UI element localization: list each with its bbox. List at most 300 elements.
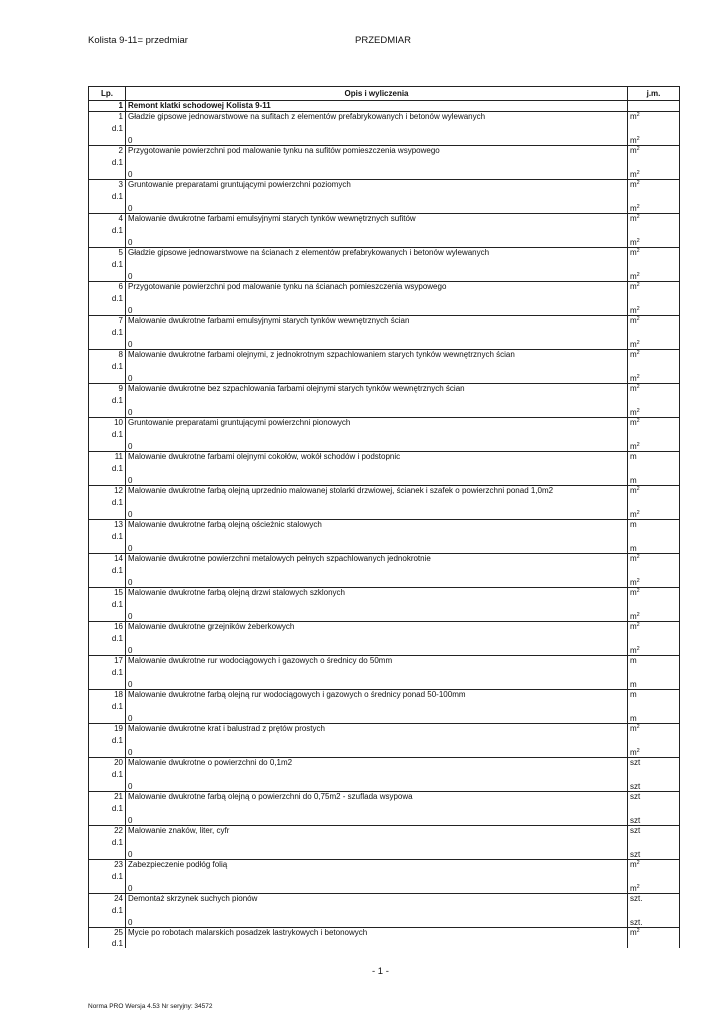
position-spacer [126, 632, 628, 644]
position-number: 5 [89, 248, 126, 259]
unit-exponent: 2 [636, 622, 640, 628]
unit-cell [628, 384, 680, 395]
position-code-row [89, 326, 680, 338]
position-quantity-row [89, 610, 680, 622]
position-unit-spacer [628, 768, 680, 780]
position-code: d.1 [89, 122, 126, 134]
position-quantity-row [89, 848, 680, 860]
position-code-row [89, 224, 680, 236]
position-description: Mycie po robotach malarskich posadzek lastrykowych i betonowych [126, 928, 628, 939]
unit-cell [628, 644, 680, 656]
position-lp-spacer [89, 746, 126, 758]
position-quantity: 0 [126, 746, 628, 758]
position-lp-spacer [89, 814, 126, 826]
section-title: Remont klatki schodowej Kolista 9-11 [126, 101, 628, 112]
position-description: Malowanie dwukrotne bez szpachlowania farbami olejnymi starych tynków wewnętrznych ścian [126, 384, 628, 395]
unit-exponent: 2 [636, 748, 640, 754]
unit-cell [628, 916, 680, 928]
position-description: Przygotowanie powierzchni pod malowanie tynku na ścianach pomieszczenia wsypowego [126, 282, 628, 293]
position-spacer [126, 734, 628, 746]
unit-exponent: 2 [636, 578, 640, 584]
position-code: d.1 [89, 904, 126, 916]
unit-cell [628, 486, 680, 497]
column-header-lp: Lp. [89, 87, 126, 101]
unit-cell [628, 112, 680, 123]
unit-text: m [630, 860, 637, 869]
position-unit-spacer [628, 734, 680, 746]
position-unit-spacer [628, 904, 680, 916]
position-number: 19 [89, 724, 126, 735]
position-spacer [126, 190, 628, 202]
position-number: 23 [89, 860, 126, 871]
unit-cell [628, 338, 680, 350]
unit-cell [628, 440, 680, 452]
position-description: Malowanie znaków, liter, cyfr [126, 826, 628, 837]
unit-cell [628, 542, 680, 554]
position-lp-spacer [89, 406, 126, 418]
position-quantity: 0 [126, 168, 628, 180]
unit-exponent: 2 [636, 340, 640, 346]
position-row [89, 724, 680, 735]
position-code-row [89, 802, 680, 814]
unit-cell [628, 588, 680, 599]
position-code-row [89, 156, 680, 168]
position-row [89, 894, 680, 905]
position-quantity: 0 [126, 780, 628, 792]
unit-cell [628, 372, 680, 384]
position-number: 14 [89, 554, 126, 565]
position-code-row [89, 734, 680, 746]
unit-cell [628, 656, 680, 667]
unit-cell [628, 214, 680, 225]
unit-cell [628, 882, 680, 894]
unit-exponent: 2 [636, 170, 640, 176]
position-unit-spacer [628, 632, 680, 644]
position-quantity: 0 [126, 406, 628, 418]
position-row [89, 146, 680, 157]
position-spacer [126, 156, 628, 168]
position-number: 8 [89, 350, 126, 361]
position-spacer [126, 122, 628, 134]
unit-cell [628, 406, 680, 418]
unit-text: m [630, 350, 637, 359]
position-quantity: 0 [126, 848, 628, 860]
position-row [89, 214, 680, 225]
position-unit-spacer [628, 496, 680, 508]
position-code: d.1 [89, 836, 126, 848]
unit-cell [628, 418, 680, 429]
position-row [89, 418, 680, 429]
unit-cell [628, 554, 680, 565]
footer-software-info: Norma PRO Wersja 4.53 Nr seryjny: 34572 [88, 1003, 213, 1010]
position-row [89, 792, 680, 803]
unit-text: m [630, 588, 637, 597]
position-lp-spacer [89, 338, 126, 350]
position-number: 15 [89, 588, 126, 599]
position-spacer [126, 836, 628, 848]
position-code-row [89, 122, 680, 134]
position-code: d.1 [89, 156, 126, 168]
position-number: 18 [89, 690, 126, 701]
unit-cell [628, 202, 680, 214]
position-code: d.1 [89, 462, 126, 474]
position-lp-spacer [89, 440, 126, 452]
position-quantity: 0 [126, 814, 628, 826]
unit-exponent: 2 [636, 646, 640, 652]
unit-cell [628, 826, 680, 837]
position-spacer [126, 870, 628, 882]
position-number: 17 [89, 656, 126, 667]
unit-exponent: 2 [636, 374, 640, 380]
unit-exponent: 2 [636, 724, 640, 730]
position-row [89, 554, 680, 565]
unit-cell [628, 610, 680, 622]
position-description: Malowanie dwukrotne farbą olejną drzwi stalowych szklonych [126, 588, 628, 599]
position-quantity-row [89, 712, 680, 724]
position-unit-spacer [628, 428, 680, 440]
unit-text: m [630, 282, 637, 291]
position-unit-spacer [628, 292, 680, 304]
table-header-row [89, 87, 680, 101]
position-number: 21 [89, 792, 126, 803]
unit-cell [628, 270, 680, 282]
unit-text: m [630, 204, 637, 213]
position-unit-spacer [628, 836, 680, 848]
unit-text: m [630, 442, 637, 451]
unit-text: m [630, 248, 637, 257]
position-code: d.1 [89, 530, 126, 542]
unit-text: szt [630, 792, 641, 801]
position-lp-spacer [89, 712, 126, 724]
position-spacer [126, 360, 628, 372]
unit-cell [628, 180, 680, 191]
position-quantity-row [89, 746, 680, 758]
position-code-row [89, 564, 680, 576]
unit-text: m [630, 680, 637, 689]
position-description: Malowanie dwukrotne farbami emulsyjnymi starych tynków wewnętrznych ścian [126, 316, 628, 327]
unit-exponent: 2 [636, 510, 640, 516]
position-quantity: 0 [126, 134, 628, 146]
position-lp-spacer [89, 474, 126, 486]
unit-text: m [630, 136, 637, 145]
position-code-row [89, 530, 680, 542]
unit-exponent: 2 [636, 112, 640, 118]
position-row [89, 350, 680, 361]
unit-text: m [630, 520, 637, 529]
position-quantity-row [89, 542, 680, 554]
position-number: 4 [89, 214, 126, 225]
position-row [89, 758, 680, 769]
position-quantity: 0 [126, 678, 628, 690]
position-lp-spacer [89, 576, 126, 588]
unit-cell [628, 758, 680, 769]
position-number: 25 [89, 928, 126, 939]
unit-exponent: 2 [636, 146, 640, 152]
unit-cell [628, 350, 680, 361]
position-description: Gładzie gipsowe jednowarstwowe na sufitach z elementów prefabrykowanych i betonów wylewanych [126, 112, 628, 123]
position-quantity-row [89, 406, 680, 418]
position-quantity-row [89, 508, 680, 520]
unit-cell [628, 848, 680, 860]
position-row [89, 588, 680, 599]
position-quantity-row [89, 338, 680, 350]
position-lp-spacer [89, 610, 126, 622]
position-code-row [89, 394, 680, 406]
position-lp-spacer [89, 168, 126, 180]
position-code-row [89, 360, 680, 372]
position-code: d.1 [89, 224, 126, 236]
header-file-name: Kolista 9-11= przedmiar [88, 35, 188, 46]
position-number: 10 [89, 418, 126, 429]
position-unit-spacer [628, 360, 680, 372]
position-lp-spacer [89, 304, 126, 316]
position-code: d.1 [89, 360, 126, 372]
position-code: d.1 [89, 428, 126, 440]
position-row [89, 282, 680, 293]
position-spacer [126, 394, 628, 406]
position-code: d.1 [89, 258, 126, 270]
position-row [89, 928, 680, 939]
section-row [89, 101, 680, 112]
position-spacer [126, 258, 628, 270]
unit-cell [628, 452, 680, 463]
position-spacer [126, 496, 628, 508]
position-spacer [126, 802, 628, 814]
position-quantity: 0 [126, 644, 628, 656]
unit-text: m [630, 112, 637, 121]
unit-cell [628, 304, 680, 316]
unit-text: m [630, 408, 637, 417]
position-quantity-row [89, 168, 680, 180]
unit-text: m [630, 306, 637, 315]
unit-text: m [630, 612, 637, 621]
column-header-jm: j.m. [628, 87, 680, 101]
unit-text: szt [630, 816, 641, 825]
position-code: d.1 [89, 326, 126, 338]
position-quantity-row [89, 678, 680, 690]
position-number: 13 [89, 520, 126, 531]
position-lp-spacer [89, 270, 126, 282]
position-quantity: 0 [126, 508, 628, 520]
unit-text: szt [630, 782, 641, 791]
position-row [89, 452, 680, 463]
position-unit-spacer [628, 224, 680, 236]
position-code: d.1 [89, 666, 126, 678]
unit-text: m [630, 884, 637, 893]
unit-cell [628, 520, 680, 531]
unit-exponent: 2 [636, 204, 640, 210]
position-quantity: 0 [126, 542, 628, 554]
position-description: Gruntowanie preparatami gruntującymi powierzchni poziomych [126, 180, 628, 191]
position-code-row [89, 258, 680, 270]
unit-cell [628, 236, 680, 248]
position-code: d.1 [89, 394, 126, 406]
unit-text: m [630, 690, 637, 699]
unit-text: szt [630, 826, 641, 835]
position-quantity-row [89, 780, 680, 792]
unit-text: m [630, 578, 637, 587]
unit-exponent: 2 [636, 408, 640, 414]
position-unit-spacer [628, 326, 680, 338]
position-row [89, 520, 680, 531]
unit-cell [628, 508, 680, 520]
position-quantity-row [89, 814, 680, 826]
position-code: d.1 [89, 564, 126, 576]
position-description: Malowanie dwukrotne farbą olejną ościeżnic stalowych [126, 520, 628, 531]
unit-exponent: 2 [636, 180, 640, 186]
unit-exponent: 2 [636, 248, 640, 254]
unit-text: szt. [630, 894, 643, 903]
position-code-row [89, 870, 680, 882]
position-row [89, 826, 680, 837]
unit-cell [628, 622, 680, 633]
position-quantity: 0 [126, 270, 628, 282]
position-row [89, 622, 680, 633]
unit-text: m [630, 170, 637, 179]
unit-text: m [630, 146, 637, 155]
position-row [89, 384, 680, 395]
position-description: Gruntowanie preparatami gruntującymi powierzchni pionowych [126, 418, 628, 429]
position-lp-spacer [89, 780, 126, 792]
position-spacer [126, 666, 628, 678]
unit-cell [628, 894, 680, 905]
position-code: d.1 [89, 802, 126, 814]
position-code: d.1 [89, 598, 126, 610]
position-quantity: 0 [126, 304, 628, 316]
position-quantity: 0 [126, 338, 628, 350]
position-spacer [126, 700, 628, 712]
unit-text: m [630, 646, 637, 655]
unit-text: m [630, 622, 637, 631]
position-spacer [126, 326, 628, 338]
position-spacer [126, 530, 628, 542]
position-code-row [89, 768, 680, 780]
unit-exponent: 2 [636, 588, 640, 594]
position-quantity: 0 [126, 916, 628, 928]
position-description: Malowanie dwukrotne o powierzchni do 0,1m2 [126, 758, 628, 769]
unit-exponent: 2 [636, 384, 640, 390]
unit-text: m [630, 384, 637, 393]
position-number: 7 [89, 316, 126, 327]
unit-text: m [630, 180, 637, 189]
position-description: Przygotowanie powierzchni pod malowanie tynku na sufitów pomieszczenia wsypowego [126, 146, 628, 157]
position-unit-spacer [628, 666, 680, 678]
unit-cell [628, 746, 680, 758]
unit-cell [628, 316, 680, 327]
position-number: 11 [89, 452, 126, 463]
unit-cell [628, 168, 680, 180]
unit-text: m [630, 316, 637, 325]
unit-text: m [630, 214, 637, 223]
position-code-row [89, 292, 680, 304]
position-spacer [126, 224, 628, 236]
unit-exponent: 2 [636, 612, 640, 618]
unit-text: m [630, 510, 637, 519]
position-code: d.1 [89, 292, 126, 304]
position-unit-spacer [628, 938, 680, 948]
unit-cell [628, 690, 680, 701]
unit-text: m [630, 272, 637, 281]
unit-exponent: 2 [636, 272, 640, 278]
przedmiar-table [88, 86, 680, 948]
unit-cell [628, 282, 680, 293]
position-lp-spacer [89, 134, 126, 146]
position-quantity-row [89, 202, 680, 214]
position-row [89, 248, 680, 259]
position-code: d.1 [89, 870, 126, 882]
position-row [89, 112, 680, 123]
unit-text: m [630, 714, 637, 723]
position-quantity-row [89, 236, 680, 248]
position-unit-spacer [628, 462, 680, 474]
position-unit-spacer [628, 700, 680, 712]
position-code: d.1 [89, 768, 126, 780]
position-code: d.1 [89, 700, 126, 712]
unit-cell [628, 146, 680, 157]
position-description: Malowanie dwukrotne grzejników żeberkowych [126, 622, 628, 633]
position-description: Malowanie dwukrotne farbami emulsyjnymi starych tynków wewnętrznych sufitów [126, 214, 628, 225]
unit-exponent: 2 [636, 238, 640, 244]
position-unit-spacer [628, 258, 680, 270]
position-code-row [89, 836, 680, 848]
position-description: Zabezpieczenie podłóg folią [126, 860, 628, 871]
unit-exponent: 2 [636, 418, 640, 424]
position-quantity: 0 [126, 372, 628, 384]
position-code: d.1 [89, 496, 126, 508]
position-quantity-row [89, 882, 680, 894]
position-code-row [89, 632, 680, 644]
position-code: d.1 [89, 190, 126, 202]
unit-cell [628, 474, 680, 486]
position-lp-spacer [89, 372, 126, 384]
position-description: Malowanie dwukrotne powierzchni metalowych pełnych szpachlowanych jednokrotnie [126, 554, 628, 565]
position-row [89, 180, 680, 191]
position-quantity: 0 [126, 576, 628, 588]
position-number: 1 [89, 112, 126, 123]
position-code-row [89, 700, 680, 712]
unit-cell [628, 248, 680, 259]
position-code: d.1 [89, 734, 126, 746]
position-spacer [126, 904, 628, 916]
position-unit-spacer [628, 870, 680, 882]
position-quantity-row [89, 304, 680, 316]
unit-exponent: 2 [636, 214, 640, 220]
position-number: 2 [89, 146, 126, 157]
unit-exponent: 2 [636, 928, 640, 934]
position-number: 12 [89, 486, 126, 497]
unit-text: m [630, 928, 637, 937]
position-quantity-row [89, 270, 680, 282]
position-description: Malowanie dwukrotne farbą olejną uprzednio malowanej stolarki drzwiowej, ścianek i szafek o powierzchni ponad 1,0m2 [126, 486, 628, 497]
unit-exponent: 2 [636, 884, 640, 890]
unit-text: szt. [630, 918, 643, 927]
position-number: 6 [89, 282, 126, 293]
position-number: 16 [89, 622, 126, 633]
unit-text: m [630, 724, 637, 733]
unit-cell [628, 678, 680, 690]
position-description: Gładzie gipsowe jednowarstwowe na ścianach z elementów prefabrykowanych i betonów wylewanych [126, 248, 628, 259]
position-code-row [89, 666, 680, 678]
position-quantity: 0 [126, 712, 628, 724]
position-quantity: 0 [126, 202, 628, 214]
position-lp-spacer [89, 236, 126, 248]
column-header-opis: Opis i wyliczenia [126, 87, 628, 101]
unit-text: m [630, 748, 637, 757]
header-document-title: PRZEDMIAR [355, 35, 411, 46]
unit-text: m [630, 418, 637, 427]
position-number: 24 [89, 894, 126, 905]
position-code-row [89, 598, 680, 610]
